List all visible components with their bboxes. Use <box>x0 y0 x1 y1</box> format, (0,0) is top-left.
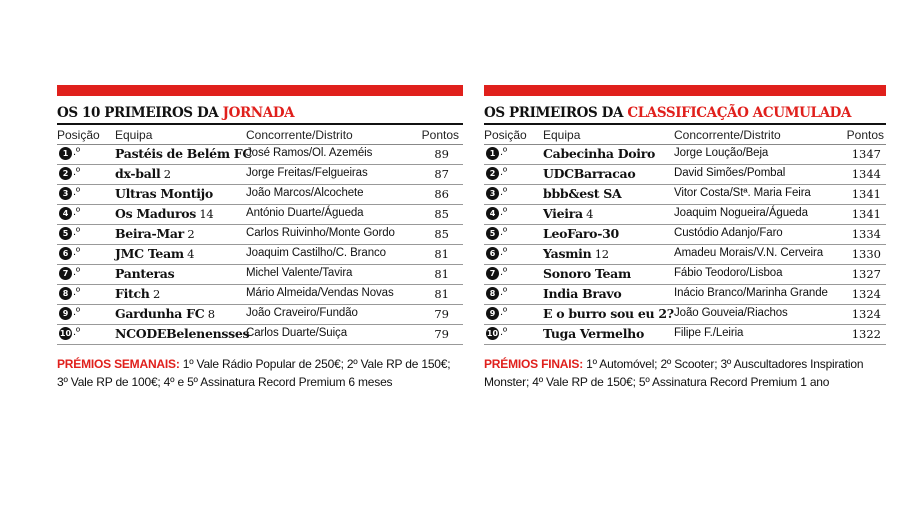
ordinal-suffix: .º <box>500 185 508 198</box>
team-name <box>543 286 621 301</box>
table-row <box>484 205 886 225</box>
points-value: 87 <box>434 167 449 181</box>
points-value: 1344 <box>851 167 881 181</box>
weekly-title <box>57 103 463 123</box>
ordinal-suffix: .º <box>73 185 81 198</box>
table-row <box>484 265 886 285</box>
rank-circle: 3 <box>59 187 72 200</box>
cumulative-panel <box>484 85 886 391</box>
team-name-text: Vieira <box>543 206 583 221</box>
points-value: 1334 <box>851 227 881 241</box>
team-name-text: bbb&est SA <box>543 186 622 201</box>
position-badge <box>59 247 80 260</box>
rank-circle: 9 <box>486 307 499 320</box>
header-team: Equipa <box>115 128 153 142</box>
rank-circle: 1 <box>486 147 499 160</box>
position-badge <box>59 167 80 180</box>
ordinal-suffix: .º <box>500 285 508 298</box>
team-name <box>543 206 593 221</box>
team-name-text: Gardunha FC <box>115 306 205 321</box>
team-name <box>543 186 621 201</box>
ordinal-suffix: .º <box>73 305 81 318</box>
points-value: 79 <box>434 327 449 341</box>
points-value: 81 <box>434 287 449 301</box>
ordinal-suffix: .º <box>73 265 81 278</box>
weekly-top10-panel <box>57 85 463 391</box>
contestant-district: João Gouveia/Riachos <box>674 307 788 319</box>
weekly-table-header <box>57 123 463 144</box>
points-value: 1330 <box>851 247 881 261</box>
contestant-district: Joaquim Castilho/C. Branco <box>246 247 386 259</box>
contestant-district: Carlos Duarte/Suiça <box>246 327 348 339</box>
header-contestant: Concorrente/Distrito <box>674 128 781 142</box>
table-row <box>484 185 886 205</box>
position-badge <box>486 227 507 240</box>
contestant-district: Vitor Costa/Stª. Maria Feira <box>674 187 811 199</box>
contestant-district: João Craveiro/Fundão <box>246 307 358 319</box>
weekly-prizes-text: 1º Vale Rádio Popular de 250€; 2º Vale RP de 150€; 3º Vale RP de 100€; 4º e 5º Assinatura Record Premium 6 meses <box>57 357 451 389</box>
table-row <box>57 245 463 265</box>
contestant-district: Jorge Loução/Beja <box>674 147 769 159</box>
position-badge <box>59 267 80 280</box>
team-name-text: E o burro sou eu 2? <box>543 306 674 321</box>
rank-circle: 2 <box>486 167 499 180</box>
team-name <box>543 326 644 341</box>
position-badge <box>486 147 507 160</box>
rank-circle: 1 <box>59 147 72 160</box>
position-badge <box>59 207 80 220</box>
points-value: 86 <box>434 187 449 201</box>
team-name <box>115 186 213 201</box>
team-name <box>115 326 249 341</box>
team-name <box>115 246 194 261</box>
table-row <box>57 205 463 225</box>
team-name-text: JMC Team <box>115 246 184 261</box>
team-name-text: Tuga Vermelho <box>543 326 644 341</box>
ordinal-suffix: .º <box>500 225 508 238</box>
table-row <box>57 145 463 165</box>
rank-circle: 4 <box>486 207 499 220</box>
header-points: Pontos <box>421 128 459 142</box>
contestant-district: Inácio Branco/Marinha Grande <box>674 287 828 299</box>
rank-circle: 2 <box>59 167 72 180</box>
position-badge <box>59 187 80 200</box>
points-value: 1341 <box>851 207 881 221</box>
points-value: 1341 <box>851 187 881 201</box>
position-badge <box>486 287 507 300</box>
team-name <box>115 146 252 161</box>
weekly-table-rows <box>57 144 463 345</box>
position-badge <box>486 187 507 200</box>
team-suffix: 2 <box>149 287 160 301</box>
header-position: Posição <box>484 128 527 142</box>
team-name-text: LeoFaro-30 <box>543 226 619 241</box>
rank-circle: 8 <box>59 287 72 300</box>
table-row <box>484 225 886 245</box>
position-badge <box>59 307 80 320</box>
rank-circle: 6 <box>486 247 499 260</box>
table-row <box>484 245 886 265</box>
team-name <box>115 286 160 301</box>
contestant-district: João Marcos/Alcochete <box>246 187 364 199</box>
contestant-district: Joaquim Nogueira/Águeda <box>674 207 808 219</box>
position-badge <box>486 247 507 260</box>
position-badge <box>486 307 507 320</box>
rank-circle: 4 <box>59 207 72 220</box>
final-prizes <box>484 355 886 391</box>
contestant-district: Mário Almeida/Vendas Novas <box>246 287 394 299</box>
table-row <box>484 145 886 165</box>
rank-circle: 5 <box>486 227 499 240</box>
points-value: 89 <box>434 147 449 161</box>
rank-circle: 3 <box>486 187 499 200</box>
weekly-title-main: OS 10 PRIMEIROS DA <box>57 105 223 121</box>
team-name <box>115 226 194 241</box>
position-badge <box>486 207 507 220</box>
table-row <box>57 185 463 205</box>
points-value: 85 <box>434 207 449 221</box>
team-suffix: 8 <box>204 307 215 321</box>
team-name <box>543 306 674 321</box>
team-name-text: India Bravo <box>543 286 622 301</box>
points-value: 85 <box>434 227 449 241</box>
ordinal-suffix: .º <box>500 325 508 338</box>
cumulative-title-main: OS PRIMEIROS DA <box>484 105 628 121</box>
ordinal-suffix: .º <box>73 245 81 258</box>
cumulative-table-rows <box>484 144 886 345</box>
team-name-text: Fitch <box>115 286 150 301</box>
team-name <box>543 266 631 281</box>
red-header-bar <box>484 85 886 96</box>
table-row <box>57 305 463 325</box>
contestant-district: Filipe F./Leiria <box>674 327 744 339</box>
ordinal-suffix: .º <box>500 305 508 318</box>
rank-circle: 5 <box>59 227 72 240</box>
contestant-district: Carlos Ruivinho/Monte Gordo <box>246 227 395 239</box>
points-value: 81 <box>434 247 449 261</box>
team-name-text: Pastéis de Belém FC <box>115 146 253 161</box>
header-position: Posição <box>57 128 100 142</box>
table-row <box>484 165 886 185</box>
position-badge <box>486 267 507 280</box>
team-name <box>543 226 619 241</box>
weekly-title-highlight: JORNADA <box>222 105 295 121</box>
points-value: 79 <box>434 307 449 321</box>
ordinal-suffix: .º <box>500 265 508 278</box>
team-suffix: 2 <box>160 167 171 181</box>
rank-circle: 8 <box>486 287 499 300</box>
final-prizes-label: PRÉMIOS FINAIS: <box>484 357 584 371</box>
table-row <box>57 265 463 285</box>
rank-circle: 10 <box>486 329 499 338</box>
team-name-text: Beira-Mar <box>115 226 184 241</box>
ordinal-suffix: .º <box>500 205 508 218</box>
team-name-text: UDCBarracao <box>543 166 636 181</box>
ordinal-suffix: .º <box>500 245 508 258</box>
cumulative-title-highlight: CLASSIFICAÇÃO ACUMULADA <box>627 105 852 121</box>
position-badge <box>59 147 80 160</box>
table-row <box>57 325 463 345</box>
team-suffix: 4 <box>582 207 594 221</box>
rank-circle: 7 <box>59 267 72 280</box>
team-suffix: 2 <box>183 227 195 241</box>
team-name <box>115 266 174 281</box>
position-badge <box>59 287 80 300</box>
table-row <box>484 305 886 325</box>
ordinal-suffix: .º <box>73 165 81 178</box>
points-value: 1322 <box>851 327 881 341</box>
team-suffix: 12 <box>591 247 609 261</box>
table-row <box>484 285 886 305</box>
final-prizes-text: 1º Automóvel; 2º Scooter; 3º Auscultadores Inspiration Monster; 4º Vale RP de 150€; 5º Assinatura Record Premium 1 ano <box>484 357 864 389</box>
ordinal-suffix: .º <box>73 225 81 238</box>
team-name <box>115 166 171 181</box>
contestant-district: David Simões/Pombal <box>674 167 786 179</box>
contestant-district: Fábio Teodoro/Lisboa <box>674 267 783 279</box>
position-badge <box>486 327 507 340</box>
team-suffix: 14 <box>196 207 214 221</box>
team-name-text: dx-ball <box>115 166 161 181</box>
team-name <box>543 166 635 181</box>
points-value: 1327 <box>851 267 881 281</box>
contestant-district: Amadeu Morais/V.N. Cerveira <box>674 247 823 259</box>
contestant-district: Jorge Freitas/Felgueiras <box>246 167 368 179</box>
rank-circle: 6 <box>59 247 72 260</box>
team-name-text: Panteras <box>115 266 175 281</box>
team-name <box>115 206 213 221</box>
header-points: Pontos <box>846 128 884 142</box>
ordinal-suffix: .º <box>73 145 81 158</box>
header-contestant: Concorrente/Distrito <box>246 128 353 142</box>
weekly-prizes-label: PRÉMIOS SEMANAIS: <box>57 357 180 371</box>
table-row <box>57 285 463 305</box>
table-row <box>484 325 886 345</box>
team-name <box>543 246 609 261</box>
cumulative-table-header <box>484 123 886 144</box>
contestant-district: Custódio Adanjo/Faro <box>674 227 783 239</box>
team-name-text: Yasmin <box>543 246 592 261</box>
rank-circle: 7 <box>486 267 499 280</box>
rank-circle: 10 <box>59 329 72 338</box>
cumulative-title <box>484 103 886 123</box>
team-name <box>115 306 215 321</box>
team-suffix: 4 <box>183 247 195 261</box>
team-name-text: Sonoro Team <box>543 266 631 281</box>
team-name-text: Os Maduros <box>115 206 197 221</box>
team-name-text: NCODEBelenensses <box>115 326 250 341</box>
ordinal-suffix: .º <box>500 145 508 158</box>
points-value: 1324 <box>851 307 881 321</box>
header-team: Equipa <box>543 128 581 142</box>
red-header-bar <box>57 85 463 96</box>
position-badge <box>59 227 80 240</box>
points-value: 1324 <box>851 287 881 301</box>
table-row <box>57 165 463 185</box>
points-value: 81 <box>434 267 449 281</box>
ordinal-suffix: .º <box>500 165 508 178</box>
position-badge <box>486 167 507 180</box>
table-row <box>57 225 463 245</box>
position-badge <box>59 327 80 340</box>
team-name <box>543 146 655 161</box>
ordinal-suffix: .º <box>73 285 81 298</box>
rank-circle: 9 <box>59 307 72 320</box>
points-value: 1347 <box>851 147 881 161</box>
ordinal-suffix: .º <box>73 325 81 338</box>
contestant-district: Michel Valente/Tavira <box>246 267 353 279</box>
contestant-district: José Ramos/Ol. Azeméis <box>246 147 373 159</box>
team-name-text: Cabecinha Doiro <box>543 146 656 161</box>
team-name-text: Ultras Montijo <box>115 186 213 201</box>
ordinal-suffix: .º <box>73 205 81 218</box>
contestant-district: António Duarte/Águeda <box>246 207 364 219</box>
weekly-prizes <box>57 355 463 391</box>
